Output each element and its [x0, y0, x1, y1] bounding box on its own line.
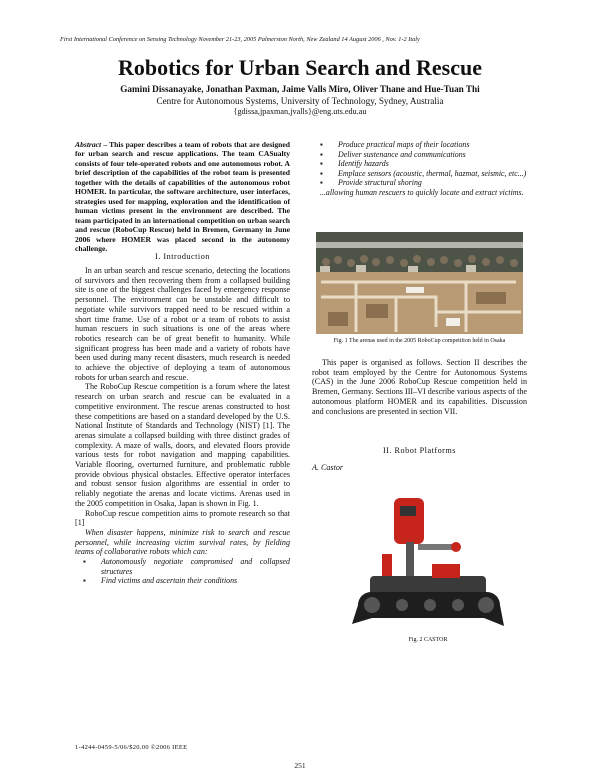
- bullet-item: ▪ Produce practical maps of their locations: [338, 140, 527, 150]
- bullet-item: ▪ Deliver sustenance and communications: [338, 150, 527, 160]
- section-heading-robot-platforms: II. Robot Platforms: [383, 446, 456, 455]
- isbn-footer: 1-4244-0459-5/06/$20.00 ©2006 IEEE: [75, 744, 188, 751]
- abstract-text: – This paper describes a team of robots that are designed for urban search and rescue applications. The team CASualty consists of four tele-operated robots and one autonomous robot. A brief description of the capabilities of the robot team is presented together with the details of capabilities of the autonomous robot HOMER. In particular, the software architecture, user interfaces, strategies used for mapping, exploration and the identification of human victims present in the environment are described. The team participated in an international competition on urban search and rescue (RoboCup Rescue) held in Bremen, Germany in June 2006 where HOMER was placed second in the autonomy challenge.: [75, 140, 290, 253]
- author-email: {gdissa,jpaxman,jvalls}@eng.uts.edu.au: [233, 107, 367, 116]
- abstract: [75, 140, 290, 253]
- intro-quote: When disaster happens, minimize risk to search and rescue personnel, while increasing victim survival rates, by fielding teams of collaborative robots which can:: [75, 527, 290, 557]
- intro-paragraph-2: The RoboCup Rescue competition is a forum where the latest research on urban search and rescue can be evaluated in a competitive environment. The rescue arenas constructed to host these competitions are based on a standard developed by the U.S. National Institute of Standards and Technology (NIST) [1]. The arenas simulate a collapsed building with three distinct grades of complexity. A maze of walls, doors, and elevated floors provide various tests for robot navigation and mapping capabilities. Variable flooring, overturned furniture, and problematic rubble provide obvious physical obstacles. Effective operator interfaces and robust sensor fusion algorithms are essential in order to reliably negotiate the arenas and locate victims. Arenas used in the 2005 competition in Osaka, Japan is shown in Fig. 1.: [75, 382, 290, 508]
- castor-robot-figure: [352, 484, 504, 632]
- fig2-caption: Fig. 2 CASTOR: [408, 637, 448, 643]
- arena-photo: [316, 232, 523, 334]
- organization-text: This paper is organised as follows. Section II describes the robot team employed by the Centre for Autonomous Systems (CAS) in the June 2006 RoboCup Rescue competition held in Bremen, Germany. Sections III–VI describe various aspects of the autonomous platform HOMER and its capabilities. Discussion and conclusions are presented in section VII.: [312, 358, 527, 416]
- subsection-castor: A. Castor: [312, 463, 344, 472]
- robot-camera-head: [394, 498, 424, 544]
- bullet-item: ▪ Autonomously negotiate compromised and collapsed structures: [101, 557, 290, 576]
- fig1-caption: Fig. 1 The arenas used in the 2005 RoboCup competition held in Osaka: [333, 338, 506, 344]
- conference-header: First International Conference on Sensing Technology November 21-23, 2005 Palmerston North, New Zealand 14 August 2006 , Nov. 1-2 Italy: [60, 36, 420, 43]
- introduction-body: [75, 266, 290, 586]
- left-bullet-list: [75, 557, 290, 586]
- arena-photo-illustration: [316, 232, 523, 334]
- intro-paragraph-1: In an urban search and rescue scenario, detecting the locations of survivors and then recovering them from a collapsed building site is one of the biggest challenges faced by emergency response personnel. The environment can be unstable and difficult to negotiate while survivors trapped need to be rescued within a short time frame. Use of a robot or a team of robots to assist human rescuers in such situations is one of the areas where robotics research can be of great benefit to humanity. While significant progress has been made and a variety of robots have been used during many recent disasters, much research is needed to achieve the objective of deploying a team of autonomous robots for urban search and rescue.: [75, 266, 290, 382]
- abstract-label: Abstract: [75, 140, 102, 149]
- section-heading-introduction: I. Introduction: [155, 252, 210, 261]
- right-bullet-list: [312, 140, 527, 188]
- right-bullets: [312, 140, 527, 198]
- quote-tail: ...allowing human rescuers to quickly locate and extract victims.: [320, 187, 524, 197]
- intro-paragraph-3: RoboCup rescue competition aims to promote research so that [1]: [75, 508, 290, 528]
- affiliation: Centre for Autonomous Systems, University of Technology, Sydney, Australia: [156, 96, 444, 106]
- author-list: Gamini Dissanayake, Jonathan Paxman, Jaime Valls Miro, Oliver Thane and Hue-Tuan Thi: [120, 84, 480, 94]
- bullet-item: ▪ Find victims and ascertain their conditions: [101, 576, 290, 586]
- page-number: 251: [294, 761, 306, 770]
- bullet-item: ▪ Emplace sensors (acoustic, thermal, hazmat, seismic, etc...): [338, 169, 527, 179]
- bullet-item: ▪ Provide structural shoring: [338, 178, 527, 188]
- bullet-item: ▪ Identify hazards: [338, 159, 527, 169]
- organization-paragraph: [312, 358, 527, 416]
- paper-title: Robotics for Urban Search and Rescue: [117, 55, 483, 80]
